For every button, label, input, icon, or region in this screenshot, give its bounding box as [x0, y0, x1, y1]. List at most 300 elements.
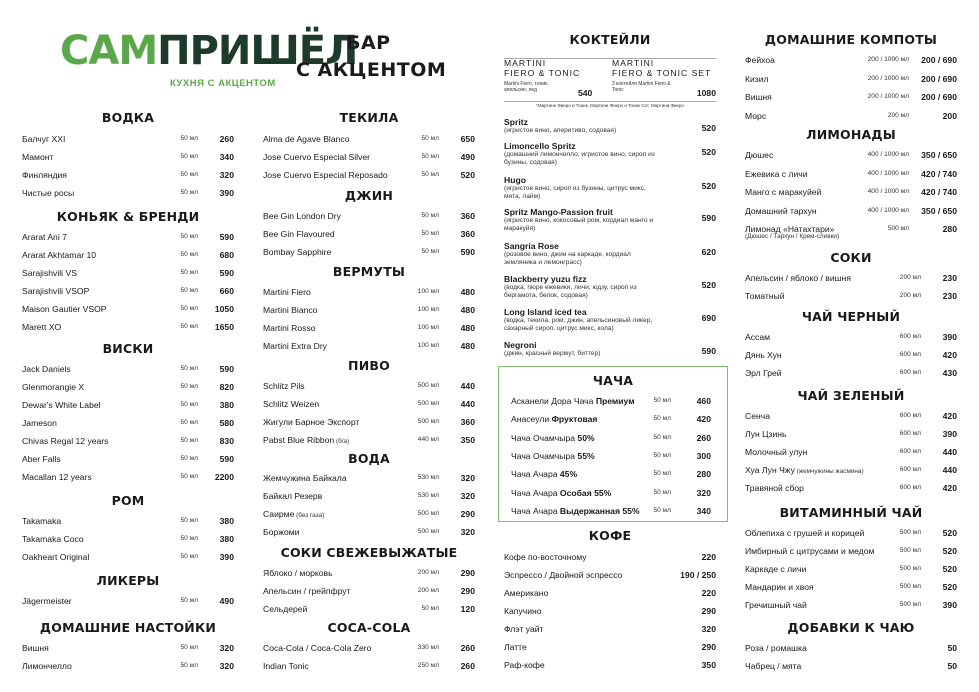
item-volume: 500 мл [899, 601, 921, 608]
item-price: 290 [460, 586, 475, 596]
menu-item [745, 580, 957, 594]
menu-item [22, 434, 234, 448]
cocktail-desc: (водка, текила, ром, джин, апельсиновый ликер, сахарный сироп, цитрус микс, кола) [504, 317, 653, 333]
item-name: Эрл Грей [745, 368, 782, 378]
item-volume: 50 мл [421, 248, 439, 255]
chacha-volume: 50 мл [653, 470, 671, 478]
item-name: Macallan 12 years [22, 472, 92, 482]
item-price: 580 [219, 418, 234, 428]
item-volume: 500 мл [899, 583, 921, 590]
item-name: Лимонад «Натахтари» [745, 224, 835, 234]
section-title: СОКИ [830, 250, 872, 265]
item-name: Домашний тархун [745, 205, 817, 216]
item-volume: 200 мл [899, 274, 921, 281]
cocktail-desc: (игристое вино, сироп из бузины, цитрус микс, мята, лайм) [504, 185, 646, 201]
item-name: Молочный улун [745, 447, 808, 457]
item-name: Лимончелло [22, 661, 72, 671]
item-name: Балчуг XXI [22, 134, 66, 144]
item-name: Манго с маракуйей [745, 187, 822, 197]
cocktail-item [504, 307, 716, 334]
item-name: Schlitz Pils [263, 381, 305, 391]
item-volume: 530 мл [417, 492, 439, 499]
bar-title-line2: С АКЦЕНТОМ [296, 59, 447, 81]
item-volume: 500 мл [887, 225, 909, 232]
item-price: 480 [460, 305, 475, 315]
item-name: Martini Bianco [263, 305, 318, 315]
menu-item [263, 602, 475, 616]
chacha-item [511, 394, 711, 408]
item-name: Jameson [22, 418, 57, 428]
item-name: Фейхоа [745, 55, 775, 65]
section-title: ВОДА [348, 451, 390, 466]
item-price: 480 [460, 323, 475, 333]
menu-item [745, 598, 957, 612]
chacha-item [511, 412, 711, 426]
chacha-name: Чача Ачара Особая 55% [511, 487, 612, 498]
menu-item [263, 209, 475, 223]
cocktail-name: Sangria Rose [504, 241, 559, 251]
section-title: ЧАЙ ЗЕЛЕНЫЙ [797, 388, 905, 403]
item-name: Вишня [22, 643, 49, 653]
item-volume: 600 мл [899, 412, 921, 419]
item-price: 440 [460, 399, 475, 409]
item-price: 820 [219, 382, 234, 392]
menu-item [263, 659, 475, 673]
cocktail-desc: (водка, пюре ежевики, личи, юдзу, сироп из бергамота, белок, содовая) [504, 284, 637, 300]
item-price: 190 / 250 [680, 570, 716, 580]
bar-title-line1: БАР [346, 32, 391, 54]
martini-note: *Мартини Фиеро и Тоник, Мартини Фиеро и Тоник Сет, Мартини Фиеро [536, 103, 684, 108]
chacha-name: Анасеули Фруктовая [511, 414, 598, 425]
menu-item [263, 339, 475, 353]
item-price: 520 [942, 564, 957, 574]
item-name: Sarajishvili VSOP [22, 286, 90, 296]
item-name: Oakheart Original [22, 552, 90, 562]
cocktail-item [504, 117, 716, 135]
menu-item [22, 594, 234, 608]
item-price: 420 [942, 411, 957, 421]
item-volume: 50 мл [180, 597, 198, 604]
menu-item [22, 302, 234, 316]
item-price: 520 [942, 528, 957, 538]
cocktail-price: 520 [701, 147, 716, 157]
menu-item [745, 289, 957, 303]
item-name: Pabst Blue Ribbon (б/а) [263, 435, 350, 445]
cocktail-price: 520 [701, 123, 716, 133]
item-name: Сельдерей [263, 604, 308, 614]
item-name: Glenmorangie X [22, 382, 85, 392]
item-volume: 500 мл [417, 400, 439, 407]
menu-item [263, 321, 475, 335]
item-price: 1050 [214, 304, 234, 314]
item-name: Вишня [745, 92, 772, 102]
chacha-price: 320 [696, 487, 711, 498]
cocktails-title: КОКТЕЙЛИ [569, 32, 651, 47]
item-price: 1650 [214, 322, 234, 332]
item-volume: 50 мл [421, 212, 439, 219]
cocktail-name: Spritz Mango-Passion fruit [504, 207, 613, 217]
item-note: (жемчужины жасмина) [794, 468, 864, 475]
section-title: ДЖИН [344, 188, 394, 203]
item-name: Indian Tonic [263, 661, 309, 671]
item-price: 590 [460, 247, 475, 257]
item-volume: 530 мл [417, 474, 439, 481]
item-price: 390 [219, 188, 234, 198]
item-price: 200 [942, 110, 957, 121]
item-volume: 50 мл [180, 233, 198, 240]
item-volume: 500 мл [417, 528, 439, 535]
item-name: Maison Gautier VSOP [22, 304, 107, 314]
section-title: КОНЬЯК & БРЕНДИ [56, 209, 200, 224]
item-name: Капучино [504, 606, 542, 616]
menu-item [22, 320, 234, 334]
martini-fiero-tonic-set: MARTINI FIERO & TONIC SET 3 коктейля Martini Fiero & Tonic 1080 [612, 58, 716, 98]
item-price: 280 [942, 224, 957, 234]
menu-item [745, 659, 957, 673]
item-volume: 600 мл [899, 333, 921, 340]
item-volume: 50 мл [180, 662, 198, 669]
menu-item [504, 604, 716, 618]
chacha-price: 460 [696, 396, 711, 406]
cocktail-name: Limoncello Spritz [504, 141, 576, 151]
item-volume: 50 мл [180, 323, 198, 330]
item-volume: 330 мл [417, 644, 439, 651]
menu-item [504, 550, 716, 564]
item-volume: 50 мл [180, 251, 198, 258]
item-name: Саирме (без газа) [263, 509, 325, 519]
item-name: Дянь Хун [745, 350, 782, 360]
item-name: Облепиха с грушей и корицей [745, 528, 865, 538]
menu-item [22, 398, 234, 412]
item-price: 360 [460, 417, 475, 427]
item-price: 350 [460, 435, 475, 445]
item-volume: 50 мл [180, 171, 198, 178]
item-price: 320 [219, 643, 234, 653]
item-volume: 50 мл [180, 419, 198, 426]
menu-item [504, 586, 716, 600]
menu-item [22, 532, 234, 546]
item-name: Bee Gin London Dry [263, 211, 341, 221]
menu-item [22, 132, 234, 146]
item-name: Ежевика с личи [745, 168, 808, 179]
item-price: 440 [942, 465, 957, 475]
menu-item [263, 433, 475, 447]
menu-item [745, 562, 957, 576]
section-title: ЧАЙ ЧЕРНЫЙ [801, 309, 901, 324]
item-price: 520 [942, 582, 957, 592]
martini-divider [504, 101, 716, 102]
item-price: 350 / 650 [921, 150, 957, 160]
menu-item [745, 641, 957, 655]
menu-item [22, 284, 234, 298]
item-price: 260 [219, 134, 234, 144]
item-name: Martini Rosso [263, 323, 316, 333]
section-title: ДОМАШНИЕ КОМПОТЫ [764, 32, 938, 47]
item-name: Мамонт [22, 152, 54, 162]
item-name: Апельсин / грейпфрут [263, 586, 351, 596]
item-volume: 600 мл [899, 430, 921, 437]
item-volume: 50 мл [421, 605, 439, 612]
menu-item [22, 514, 234, 528]
item-price: 290 [701, 642, 716, 652]
chacha-item [511, 486, 711, 500]
item-name: Dewar's White Label [22, 400, 101, 410]
item-price: 590 [219, 232, 234, 242]
item-price: 220 [701, 552, 716, 562]
chacha-name: Асканели Дора Чача Премиум [511, 396, 635, 406]
cocktail-name: Hugo [504, 175, 526, 185]
item-price: 200 / 690 [921, 55, 957, 65]
item-price: 260 [460, 661, 475, 671]
chacha-volume: 50 мл [653, 488, 671, 496]
martini-fiero-tonic: MARTINI FIERO & TONIC Martini Fiero, тоник, апельсин, лед 540 [504, 58, 593, 98]
chacha-item [511, 504, 711, 518]
item-volume: 50 мл [180, 269, 198, 276]
item-price: 380 [219, 534, 234, 544]
menu-item [745, 348, 957, 362]
item-volume: 600 мл [899, 351, 921, 358]
item-volume: 50 мл [421, 171, 439, 178]
chacha-volume: 50 мл [653, 506, 671, 514]
item-volume: 400 / 1000 мл [867, 188, 909, 195]
chacha-price: 260 [696, 432, 711, 443]
item-price: 2200 [214, 472, 234, 482]
cocktail-price: 520 [701, 181, 716, 191]
item-name: Морс [745, 110, 767, 121]
item-name: Роза / ромашка [745, 643, 807, 653]
item-name: Жигули Барное Экспорт [263, 417, 360, 427]
menu-item [263, 471, 475, 485]
item-price: 430 [942, 368, 957, 378]
item-name: Эспрессо / Двойной эспрессо [504, 570, 623, 580]
menu-item [745, 427, 957, 441]
item-volume: 500 мл [417, 510, 439, 517]
menu-item [263, 168, 475, 182]
chacha-name-bold: Выдержанная 55% [559, 505, 640, 516]
item-volume: 500 мл [899, 529, 921, 536]
item-price: 290 [460, 568, 475, 578]
menu-item [22, 230, 234, 244]
item-volume: 50 мл [180, 553, 198, 560]
menu-item [745, 185, 957, 199]
menu-item [263, 303, 475, 317]
bar-title [296, 30, 446, 84]
menu-item [22, 452, 234, 466]
item-name: Кизил [745, 73, 769, 84]
menu-item [263, 415, 475, 429]
item-price: 480 [460, 341, 475, 351]
item-price: 200 / 690 [921, 73, 957, 84]
menu-item [22, 362, 234, 376]
chacha-box [498, 366, 728, 522]
item-price: 590 [219, 454, 234, 464]
menu-item [745, 366, 957, 380]
section-title: ВИСКИ [102, 341, 154, 356]
menu-item [745, 526, 957, 540]
item-price: 320 [219, 170, 234, 180]
chacha-name: Чача Ачара 45% [511, 469, 578, 480]
item-name: Имбирный с цитрусами и медом [745, 546, 875, 556]
item-volume: 200 мл [417, 587, 439, 594]
menu-item [745, 167, 957, 181]
item-name: Каркаде с личи [745, 564, 807, 574]
cocktail-price: 590 [701, 213, 716, 223]
item-volume: 50 мл [180, 455, 198, 462]
chacha-price: 340 [696, 505, 711, 516]
menu-item [745, 481, 957, 495]
chacha-title: ЧАЧА [592, 373, 634, 388]
item-volume: 50 мл [180, 189, 198, 196]
item-price: 520 [942, 546, 957, 556]
cocktail-name: Blackberry yuzu fizz [504, 274, 587, 284]
section-title: ПИВО [348, 358, 390, 373]
menu-item [263, 150, 475, 164]
cocktail-item [504, 274, 716, 301]
item-name: Jack Daniels [22, 364, 71, 374]
item-name: Чистые росы [22, 188, 75, 198]
item-name: Ararat Ani 7 [22, 232, 67, 242]
menu-item [504, 640, 716, 654]
chacha-item [511, 431, 711, 445]
logo-part2: ПРИШЁЛ [157, 28, 358, 74]
item-price: 390 [942, 600, 957, 610]
menu-item [745, 90, 957, 104]
section-title: ВОДКА [101, 110, 155, 125]
section-title: ДОБАВКИ К ЧАЮ [787, 620, 915, 635]
cocktail-item [504, 175, 716, 202]
item-volume: 500 мл [899, 565, 921, 572]
item-price: 320 [460, 473, 475, 483]
item-name: Ассам [745, 332, 771, 342]
item-price: 440 [942, 447, 957, 457]
item-price: 390 [942, 429, 957, 439]
section-title: ДОМАШНИЕ НАСТОЙКИ [39, 620, 217, 635]
item-name: Сенча [745, 411, 770, 421]
item-volume: 50 мл [421, 135, 439, 142]
menu-item [22, 470, 234, 484]
item-price: 680 [219, 250, 234, 260]
item-price: 420 / 740 [921, 187, 957, 197]
item-volume: 600 мл [899, 466, 921, 473]
menu-item [745, 148, 957, 162]
chacha-volume: 50 мл [653, 397, 671, 404]
item-price: 380 [219, 400, 234, 410]
item-price: 590 [219, 364, 234, 374]
chacha-name-bold: 45% [559, 469, 578, 480]
item-name: Takamaka Coco [22, 534, 84, 544]
menu-item [22, 550, 234, 564]
menu-item [745, 271, 957, 285]
item-price: 380 [219, 516, 234, 526]
item-price: 260 [460, 643, 475, 653]
item-note: (без газа) [294, 512, 325, 519]
item-price: 230 [942, 273, 957, 283]
item-price: 320 [460, 527, 475, 537]
item-price: 490 [219, 596, 234, 606]
cocktail-desc: (розовое вино, джин на каркаде, кордиал земляника и лемонграсс) [504, 251, 631, 267]
item-name: Боржоми [263, 527, 300, 537]
item-volume: 200 / 1000 мл [867, 74, 909, 82]
item-price: 290 [460, 509, 475, 519]
item-volume: 50 мл [180, 365, 198, 372]
item-name: Schlitz Weizen [263, 399, 320, 409]
item-name: Jose Cuervo Especial Silver [263, 152, 370, 162]
menu-item [22, 266, 234, 280]
item-price: 50 [947, 661, 957, 671]
chacha-name-bold: 50% [577, 432, 595, 443]
item-volume: 600 мл [899, 369, 921, 376]
chacha-volume: 50 мл [653, 415, 671, 423]
item-volume: 50 мл [180, 437, 198, 444]
lemonade-note: (Дюшес / Тархун / Крем-сливки) [745, 233, 840, 240]
cocktail-item [504, 207, 716, 234]
menu-item [263, 285, 475, 299]
cocktail-desc: (джин, красный вермут, биттер) [504, 350, 601, 357]
item-volume: 200 мл [899, 292, 921, 299]
item-price: 290 [701, 606, 716, 616]
menu-item [745, 204, 957, 218]
item-price: 320 [219, 661, 234, 671]
item-name: Финляндия [22, 170, 67, 180]
menu-item [504, 658, 716, 672]
item-name: Aber Falls [22, 454, 61, 464]
item-volume: 50 мл [180, 473, 198, 480]
menu-item [22, 416, 234, 430]
cocktail-name: Negroni [504, 340, 537, 350]
item-name: Латте [504, 642, 527, 652]
cocktail-price: 590 [701, 346, 716, 356]
cocktail-desc: (домашний лимончелло, игристое вино, сироп из бузины, содовая) [504, 151, 655, 167]
item-price: 520 [460, 170, 475, 180]
item-name: Байкал Резерв [263, 491, 323, 501]
chacha-item [511, 467, 711, 481]
item-price: 350 [701, 660, 716, 670]
item-name: Chivas Regal 12 years [22, 436, 109, 446]
menu-item [263, 507, 475, 521]
item-price: 120 [460, 604, 475, 614]
cocktail-price: 620 [701, 247, 716, 257]
item-price: 420 [942, 350, 957, 360]
item-note: (б/а) [334, 438, 350, 445]
item-price: 50 [947, 643, 957, 653]
item-name: Alma de Agave Blanco [263, 134, 350, 144]
menu-item [22, 168, 234, 182]
item-volume: 400 / 1000 мл [867, 169, 909, 177]
menu-item [745, 463, 957, 477]
item-volume: 600 мл [899, 448, 921, 455]
item-volume: 100 мл [417, 306, 439, 313]
item-price: 360 [460, 229, 475, 239]
section-title: СОКИ СВЕЖЕВЫЖАТЫЕ [280, 545, 458, 560]
item-volume: 200 / 1000 мл [867, 56, 909, 63]
section-title: ЛИМОНАДЫ [806, 127, 896, 142]
chacha-name-bold: Фруктовая [551, 414, 598, 425]
item-price: 320 [701, 624, 716, 634]
item-name: Кофе по-восточному [504, 552, 587, 562]
item-volume: 200 мл [417, 569, 439, 576]
item-price: 440 [460, 381, 475, 391]
chacha-name-bold: Особая 55% [559, 487, 612, 498]
logo-subtitle: КУХНЯ С АКЦЕНТОМ [170, 78, 276, 89]
item-price: 660 [219, 286, 234, 296]
item-volume: 50 мл [180, 401, 198, 408]
cocktail-item [504, 241, 716, 268]
chacha-price: 300 [696, 450, 711, 461]
item-volume: 500 мл [417, 418, 439, 425]
cocktail-item [504, 340, 716, 358]
item-volume: 600 мл [899, 484, 921, 491]
item-name: Marett XO [22, 322, 62, 332]
